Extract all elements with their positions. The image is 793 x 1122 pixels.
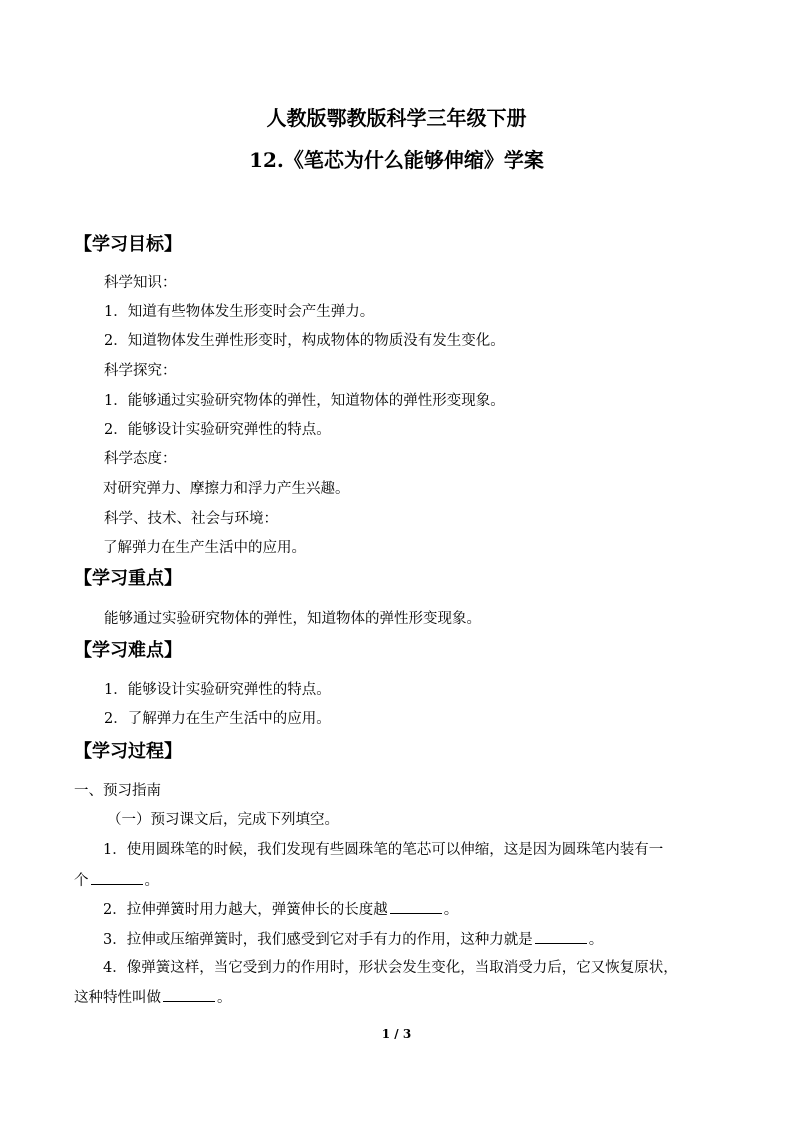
document-title: 人教版鄂教版科学三年级下册: [266, 106, 527, 130]
question-text: 。: [217, 990, 232, 1006]
fill-blank[interactable]: [91, 870, 143, 885]
page-number: 1 / 3: [381, 1027, 412, 1041]
question-text: 。: [144, 873, 159, 889]
process-heading: 【学习过程】: [74, 741, 182, 762]
question-text: 个: [74, 873, 89, 889]
fill-blank[interactable]: [390, 899, 442, 914]
fill-blank[interactable]: [535, 929, 587, 944]
difficulties-heading: 【学习难点】: [74, 640, 182, 661]
fill-blank[interactable]: [163, 987, 215, 1002]
objective-line: 了解弹力在生产生活中的应用。: [103, 540, 306, 556]
question-line: 1．使用圆珠笔的时候，我们发现有些圆珠笔的笔芯可以伸缩，这是因为圆珠笔内装有一: [103, 842, 664, 858]
objective-line: 科学探究：: [104, 363, 177, 379]
question-line: [103, 899, 458, 920]
sub-heading: （一）预习课文后，完成下列填空。: [107, 812, 339, 828]
objective-line: 2．知道物体发生弹性形变时，构成物体的物质没有发生变化。: [104, 333, 505, 349]
objective-line: 2．能够设计实验研究弹性的特点。: [104, 422, 331, 438]
question-text: 3．拉伸或压缩弹簧时，我们感受到它对手有力的作用，这种力就是: [103, 932, 533, 948]
objectives-heading: 【学习目标】: [74, 234, 182, 255]
objective-line: 1．知道有些物体发生形变时会产生弹力。: [104, 304, 375, 320]
key-points-heading: 【学习重点】: [74, 568, 182, 589]
difficulty-line: 1．能够设计实验研究弹性的特点。: [104, 682, 331, 698]
objective-line: 科学知识：: [104, 275, 177, 291]
question-text: 这种特性叫做: [74, 990, 161, 1006]
lesson-title: 12.《笔芯为什么能够伸缩》学案: [249, 148, 544, 172]
question-text: 。: [443, 902, 459, 918]
question-text: 2．拉伸弹簧时用力越大，弹簧伸长的长度越: [103, 902, 388, 918]
objective-line: 对研究弹力、摩擦力和浮力产生兴趣。: [103, 481, 350, 497]
objective-line: 科学态度：: [104, 451, 177, 467]
question-line: [74, 870, 159, 891]
objective-line: 1．能够通过实验研究物体的弹性，知道物体的弹性形变现象。: [104, 393, 505, 409]
objective-line: 科学、技术、社会与环境：: [104, 511, 278, 527]
question-line: 4．像弹簧这样，当它受到力的作用时，形状会发生变化，当取消受力后，它又恢复原状，: [103, 960, 678, 976]
question-text: 。: [588, 932, 604, 948]
question-line: [103, 929, 603, 950]
difficulty-line: 2．了解弹力在生产生活中的应用。: [104, 711, 331, 727]
question-line: [74, 987, 232, 1008]
part-heading: 一、预习指南: [74, 783, 161, 799]
key-point-line: 能够通过实验研究物体的弹性，知道物体的弹性形变现象。: [104, 611, 481, 627]
